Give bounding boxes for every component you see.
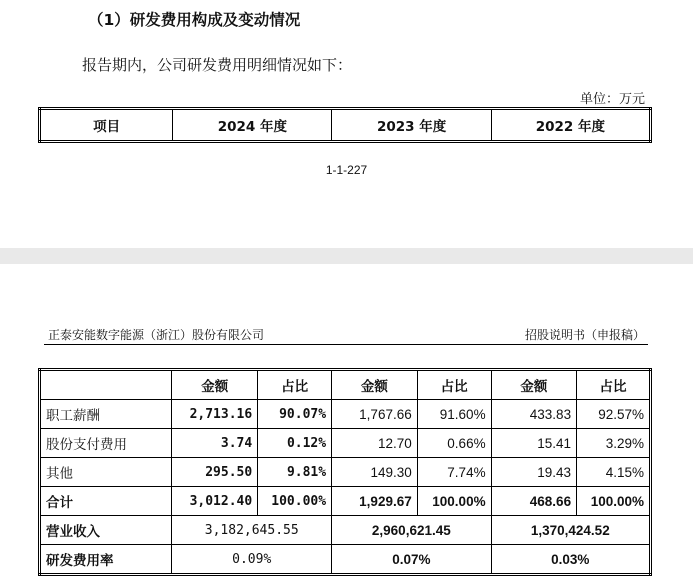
document-page-top xyxy=(0,0,693,248)
cell-amount-2024: 2,713.16 xyxy=(172,400,258,429)
rd-expense-table-header xyxy=(38,107,652,143)
cell-share-2024: 90.07% xyxy=(258,400,332,429)
table-total-row xyxy=(40,487,651,516)
rd-expense-table xyxy=(38,368,652,576)
row-label: 股份支付费用 xyxy=(40,429,172,458)
cell-share-2022: 92.57% xyxy=(577,400,651,429)
cell-rd-ratio-2022: 0.03% xyxy=(491,545,650,575)
subheader-share-2023: 占比 xyxy=(417,370,491,400)
cell-share-2023: 0.66% xyxy=(417,429,491,458)
cell-amount-2024: 3,012.40 xyxy=(172,487,258,516)
subheader-amount-2022: 金额 xyxy=(491,370,577,400)
cell-share-2022: 3.29% xyxy=(577,429,651,458)
cell-amount-2023: 12.70 xyxy=(332,429,418,458)
cell-amount-2023: 1,767.66 xyxy=(332,400,418,429)
table-header-row xyxy=(40,109,651,142)
running-header-doc-title: 招股说明书（申报稿） xyxy=(524,328,645,342)
running-header-company: 正泰安能数字能源（浙江）股份有限公司 xyxy=(48,328,265,342)
subheader-blank xyxy=(40,370,172,400)
unit-label: 单位：万元 xyxy=(579,92,645,107)
header-year-2022: 2022 年度 xyxy=(491,109,650,142)
cell-rd-ratio-2023: 0.07% xyxy=(332,545,492,575)
cell-revenue-2022: 1,370,424.52 xyxy=(491,516,650,545)
subheader-share-2022: 占比 xyxy=(577,370,651,400)
section-title: （1）研发费用构成及变动情况 xyxy=(88,11,301,29)
table-rd-ratio-row xyxy=(40,545,651,575)
cell-amount-2023: 149.30 xyxy=(332,458,418,487)
intro-paragraph: 报告期内，公司研发费用明细情况如下： xyxy=(82,56,353,74)
cell-revenue-2023: 2,960,621.45 xyxy=(332,516,492,545)
cell-share-2022: 4.15% xyxy=(577,458,651,487)
cell-share-2024: 0.12% xyxy=(258,429,332,458)
cell-share-2023: 91.60% xyxy=(417,400,491,429)
header-divider xyxy=(44,344,648,345)
table-subheader-row xyxy=(40,370,651,400)
page-number: 1-1-227 xyxy=(325,163,368,177)
header-year-2024: 2024 年度 xyxy=(173,109,332,142)
cell-amount-2022: 19.43 xyxy=(491,458,577,487)
subheader-amount-2024: 金额 xyxy=(172,370,258,400)
document-page-bottom xyxy=(0,264,693,579)
cell-share-2022: 100.00% xyxy=(577,487,651,516)
cell-amount-2022: 433.83 xyxy=(491,400,577,429)
subheader-amount-2023: 金额 xyxy=(332,370,418,400)
cell-amount-2023: 1,929.67 xyxy=(332,487,418,516)
cell-amount-2022: 15.41 xyxy=(491,429,577,458)
table-row xyxy=(40,458,651,487)
cell-share-2024: 100.00% xyxy=(258,487,332,516)
row-label: 其他 xyxy=(40,458,172,487)
cell-revenue-2024: 3,182,645.55 xyxy=(172,516,332,545)
row-label-rd-ratio: 研发费用率 xyxy=(40,545,172,575)
page-separator xyxy=(0,248,693,264)
table-row xyxy=(40,400,651,429)
row-label-total: 合计 xyxy=(40,487,172,516)
header-year-2023: 2023 年度 xyxy=(332,109,491,142)
header-item: 项目 xyxy=(40,109,173,142)
cell-amount-2024: 3.74 xyxy=(172,429,258,458)
cell-share-2023: 7.74% xyxy=(417,458,491,487)
cell-rd-ratio-2024: 0.09% xyxy=(172,545,332,575)
cell-share-2023: 100.00% xyxy=(417,487,491,516)
cell-share-2024: 9.81% xyxy=(258,458,332,487)
cell-amount-2022: 468.66 xyxy=(491,487,577,516)
table-row xyxy=(40,429,651,458)
table-revenue-row xyxy=(40,516,651,545)
cell-amount-2024: 295.50 xyxy=(172,458,258,487)
subheader-share-2024: 占比 xyxy=(258,370,332,400)
row-label: 职工薪酬 xyxy=(40,400,172,429)
row-label-revenue: 营业收入 xyxy=(40,516,172,545)
